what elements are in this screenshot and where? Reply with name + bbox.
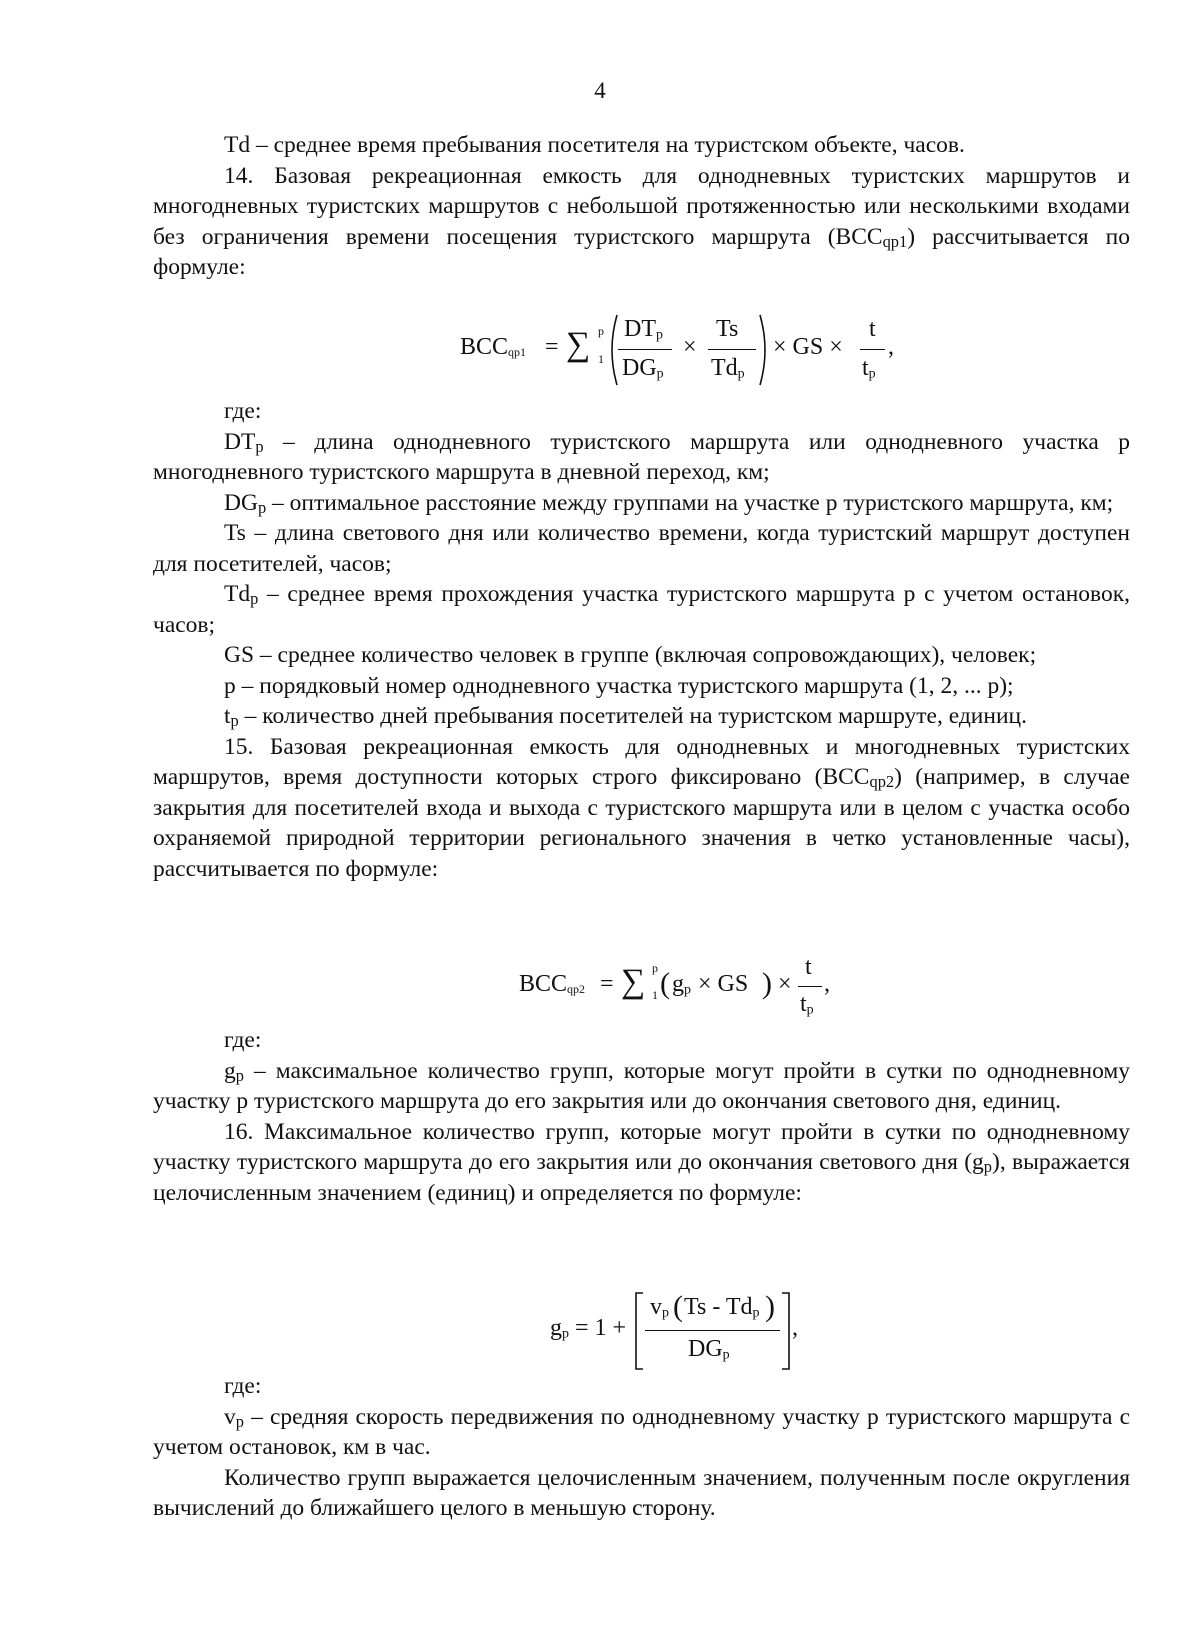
f1-lhs-sub: qp1 [508,345,527,360]
f1-sum-upper: p [598,324,604,338]
f2-sum-sign: ∑ [621,963,646,1000]
paragraph-14 [153,161,1130,283]
f2-gp: $g_p$ [672,971,691,998]
text-block-3 [153,1025,1130,1208]
f1-gs-part: × GS × [773,334,843,360]
f1-frac3-num: t [869,316,876,342]
f2-times-gs: × GS [698,971,749,997]
def-vp: $v_p$ – средняя скорость передвижения по однодневному участку p туристского маршрута с учетом остановок, км в час. [153,1403,1130,1460]
def-ts: Ts – длина светового дня или количество времени, когда туристский маршрут доступен для посетителей, часов; [153,520,1130,577]
f1-lhs: $BCC_{qp1}$ [460,334,527,360]
formula-bcc-qp2 [0,950,1200,1030]
f2-lhs-sub: qp2 [567,982,586,997]
where-label-3: где: [224,1373,262,1399]
text-block-1 [153,130,1130,283]
f2-lhs: $BCC_{qp2}$ [519,971,586,997]
paragraph-16: 16. Максимальное количество групп, которые могут пройти в сутки по однодневному участку туристского маршрута до его закрытия или до окончания светового дня $(g_p)$, выражается целочисленным значением (единиц) и определяется по формуле: [153,1118,1130,1206]
f1-frac1-bar [618,349,672,350]
def-tp: $t_p$ – количество дней пребывания посетителей на туристском маршруте, единиц. [224,703,1027,730]
f3-trailing-comma: , [792,1315,798,1341]
def-p: p – порядковый номер однодневного участка туристского маршрута (1, 2, ... p); [224,672,1014,699]
f1-sum-sign: ∑ [566,326,591,363]
def-dtp: $DT_p$ – длина однодневного туристского маршрута или однодневного участка p многодневного туристского маршрута в дневной переход, км; [153,428,1130,485]
f1-frac3-bar [860,349,885,350]
f1-frac1-num: $DT_p$ [624,316,663,343]
f3-num-ts: Ts - $Td_p$ [684,1294,760,1321]
f1-left-paren [605,313,619,387]
f3-frac-bar [645,1330,780,1331]
paragraph-14-text: 14. Базовая рекреационная емкость для однодневных туристских маршрутов и многодневных туристских маршрутов с небольшой протяженностью или несколькими входами без ограничения времени посещения туристского маршрута (ВСС [153,162,1130,250]
text-block-4 [153,1371,1130,1524]
formula-bcc-qp1 [0,300,1200,400]
paragraph-14-end: ) рассчитывается по формуле: [153,223,1130,280]
where-label-2: где: [224,1027,262,1053]
f2-left-paren: ( [660,967,670,1000]
f3-left-bracket [634,1292,644,1370]
f1-trailing-comma: , [888,334,894,360]
f2-frac-num: t [805,954,812,980]
f2-frac-den: $t_p$ [800,991,814,1018]
bcc-qp2-subscript: qp2 [869,771,895,791]
f1-eq: = [545,334,559,360]
f2-frac-bar [798,986,822,987]
bcc-qp1-subscript: qp1 [882,231,908,251]
f2-sum-upper: p [652,961,658,975]
f3-right-bracket [781,1292,791,1370]
f3-num-rparen: ) [765,1290,775,1323]
f2-eq: = [600,971,614,997]
f1-frac3-den: $t_p$ [862,355,876,382]
f2-trailing-comma: , [824,971,830,997]
paragraph-rounding: Количество групп выражается целочисленным значением, полученным после округления вычислений до ближайшего целого в меньшую сторону. [153,1464,1130,1521]
f2-times: × [778,971,792,997]
f3-num-v: $v_p$ [650,1294,669,1321]
f2-right-paren: ) [762,967,772,1000]
f1-frac2-bar [708,349,756,350]
f2-sum-lower: 1 [652,988,658,1002]
f3-num-lparen: ( [673,1290,683,1323]
paragraph-td: Td – среднее время пребывания посетителя на туристском объекте, часов. [224,132,965,158]
paragraph-15: 15. Базовая рекреационная емкость для однодневных и многодневных туристских маршрутов, время доступности которых строго фиксировано $(ВСС_{qp2})$ (например, в случае закрытия для посетителей входа и выхода с туристского маршрута или в целом с участка особо охраняемой природной территории регионального значения в четко установленные часы), рассчитывается по формуле: [153,733,1130,882]
def-gs: GS – среднее количество человек в группе (включая сопровождающих), человек; [224,642,1037,668]
f1-frac2-num: Ts [716,316,739,342]
def-dgp: $DG_p$ – оптимальное расстояние между группами на участке p туристского маршрута, км; [224,489,1114,517]
f1-right-paren [758,313,772,387]
f3-lhs: $g_p$ [550,1315,569,1342]
f1-frac1-den: $DG_p$ [622,355,664,382]
formula-gp [0,1280,1200,1380]
def-tdp: $Td_p$ – среднее время прохождения участка туристского маршрута p с учетом остановок, часов; [153,581,1130,638]
f1-sum-lower: 1 [598,352,604,366]
text-block-2 [153,396,1130,884]
f1-times-1: × [683,334,697,360]
def-gp: $g_p$ – максимальное количество групп, которые могут пройти в сутки по однодневному участку p туристского маршрута до его закрытия или до окончания светового дня, единиц. [153,1057,1130,1114]
f3-den: $DG_p$ [688,1336,730,1363]
f3-eq-one: = 1 + [575,1315,627,1341]
page-number: 4 [594,78,606,103]
where-label-1: где: [224,398,262,424]
f1-frac2-den: $Td_p$ [711,355,745,382]
